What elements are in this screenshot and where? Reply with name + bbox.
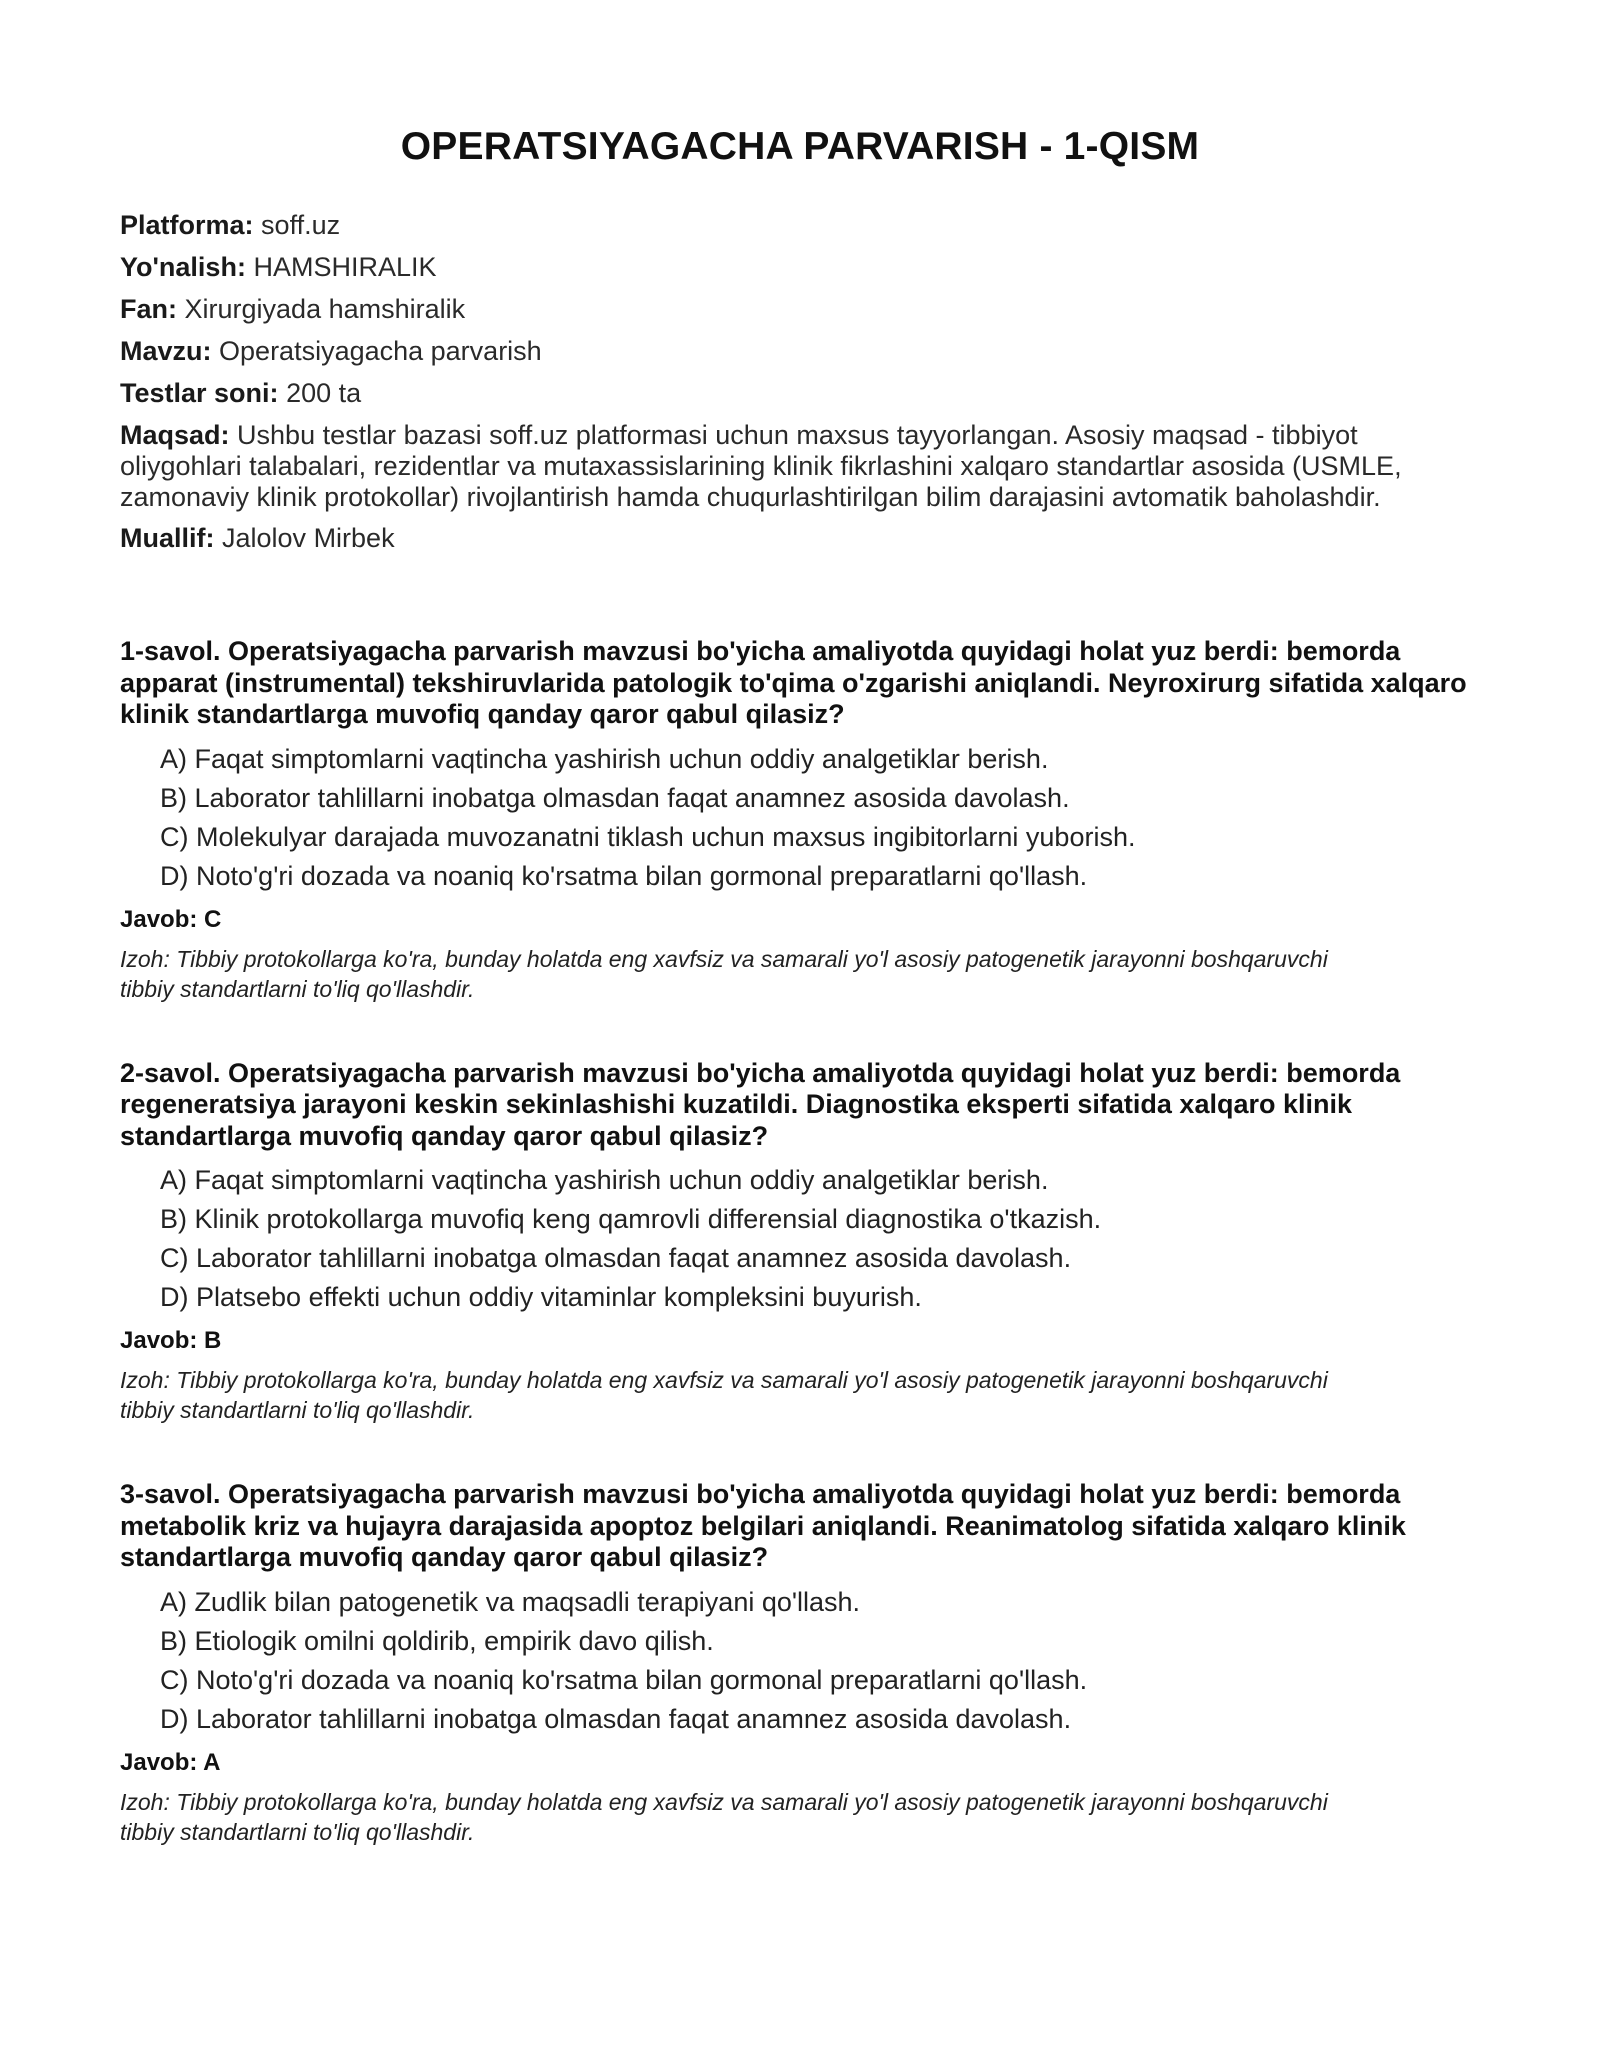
question-text: 1-savol. Operatsiyagacha parvarish mavzusi bo'yicha amaliyotda quyidagi holat yuz berdi: bemorda apparat (instrumental) tekshiruvlarida patologik to'qima o'zgarishi aniqlandi. Neyroxirurg sifatida xalqaro klinik standartlarga muvofiq qanday qaror qabul qilasiz? [120,636,1467,729]
answer-options [120,743,1480,892]
answer-explanation: Izoh: Tibbiy protokollarga ko'ra, bunday holatda eng xavfsiz va samarali yo'l asosiy patogenetik jarayonni boshqaruvchi tibbiy standartlarni to'liq qo'llashdir. [120,945,1328,1002]
meta-test-count-label: Testlar soni: [120,378,279,408]
question-1 [120,636,1480,1004]
meta-topic-value: Operatsiyagacha parvarish [219,336,542,366]
meta-platform-value: soff.uz [261,210,341,240]
option-b: B) Etiologik omilni qoldirib, empirik davo qilish. [160,1625,714,1656]
page-title: OPERATSIYAGACHA PARVARISH - 1-QISM [400,125,1200,168]
option-a: A) Zudlik bilan patogenetik va maqsadli terapiyani qo'llash. [160,1586,861,1617]
meta-direction-value: HAMSHIRALIK [253,252,437,282]
meta-author-label: Muallif: [120,523,215,553]
answer-explanation: Izoh: Tibbiy protokollarga ko'ra, bunday holatda eng xavfsiz va samarali yo'l asosiy patogenetik jarayonni boshqaruvchi tibbiy standartlarni to'liq qo'llashdir. [120,1788,1328,1845]
answer-explanation: Izoh: Tibbiy protokollarga ko'ra, bunday holatda eng xavfsiz va samarali yo'l asosiy patogenetik jarayonni boshqaruvchi tibbiy standartlarni to'liq qo'llashdir. [120,1367,1328,1423]
meta-goal-value: Ushbu testlar bazasi soff.uz platformasi uchun maxsus tayyorlangan. Asosiy maqsad - tibbiyot oliygohlari talabalari, rezidentlar va mutaxassislarining klinik fikrlashini xalqaro standartlar asosida (USMLE, zamonaviy klinik protokollar) rivojlantirish hamda chuqurlashtirilgan bilim darajasini avtomatik baholashdir. [120,420,1402,512]
option-c: C) Laborator tahlillarni inobatga olmasdan faqat anamnez asosida davolash. [160,1243,1072,1273]
question-text: 3-savol. Operatsiyagacha parvarish mavzusi bo'yicha amaliyotda quyidagi holat yuz berdi: bemorda metabolik kriz va hujayra darajasida apoptoz belgilari aniqlandi. Reanimatolog sifatida xalqaro klinik standartlarga muvofiq qanday qaror qabul qilasiz? [120,1479,1406,1572]
answer-options [120,1164,1480,1313]
meta-subject-label: Fan: [120,294,177,324]
question-text: 2-savol. Operatsiyagacha parvarish mavzusi bo'yicha amaliyotda quyidagi holat yuz berdi: bemorda regeneratsiya jarayoni keskin sekinlashishi kuzatildi. Diagnostika eksperti sifatida xalqaro klinik standartlarga muvofiq qanday qaror qabul qilasiz? [120,1057,1401,1151]
meta-goal-label: Maqsad: [120,420,230,450]
option-d: D) Noto'g'ri dozada va noaniq ko'rsatma bilan gormonal preparatlarni qo'llash. [160,860,1088,891]
correct-answer: Javob: B [120,1327,222,1354]
correct-answer: Javob: C [120,905,222,933]
meta-goal [120,420,1480,513]
questions-list [120,636,1480,1847]
option-c: C) Molekulyar darajada muvozanatni tiklash uchun maxsus ingibitorlarni yuborish. [160,821,1136,852]
meta-topic [120,336,1480,367]
meta-test-count-value: 200 ta [286,378,362,408]
option-c: C) Noto'g'ri dozada va noaniq ko'rsatma bilan gormonal preparatlarni qo'llash. [160,1664,1088,1695]
meta-direction-label: Yo'nalish: [120,252,246,282]
meta-subject-value: Xirurgiyada hamshiralik [184,294,466,324]
option-a: A) Faqat simptomlarni vaqtincha yashirish uchun oddiy analgetiklar berish. [160,1165,1049,1195]
option-d: D) Laborator tahlillarni inobatga olmasdan faqat anamnez asosida davolash. [160,1703,1072,1734]
option-d: D) Platsebo effekti uchun oddiy vitaminlar kompleksini buyurish. [160,1282,922,1312]
question-3 [120,1479,1480,1847]
meta-author-value: Jalolov Mirbek [222,523,395,553]
option-a: A) Faqat simptomlarni vaqtincha yashirish uchun oddiy analgetiklar berish. [160,743,1049,774]
meta-platform [120,210,1480,241]
option-b: B) Laborator tahlillarni inobatga olmasdan faqat anamnez asosida davolash. [160,782,1070,813]
answer-options [120,1586,1480,1735]
meta-test-count [120,378,1480,409]
meta-direction [120,252,1480,283]
meta-topic-label: Mavzu: [120,336,212,366]
meta-platform-label: Platforma: [120,210,254,240]
meta-author [120,523,1480,554]
option-b: B) Klinik protokollarga muvofiq keng qamrovli differensial diagnostika o'tkazish. [160,1204,1102,1234]
document-meta [120,210,1480,554]
question-2 [120,1058,1480,1426]
meta-subject [120,294,1480,325]
correct-answer: Javob: A [120,1748,221,1776]
